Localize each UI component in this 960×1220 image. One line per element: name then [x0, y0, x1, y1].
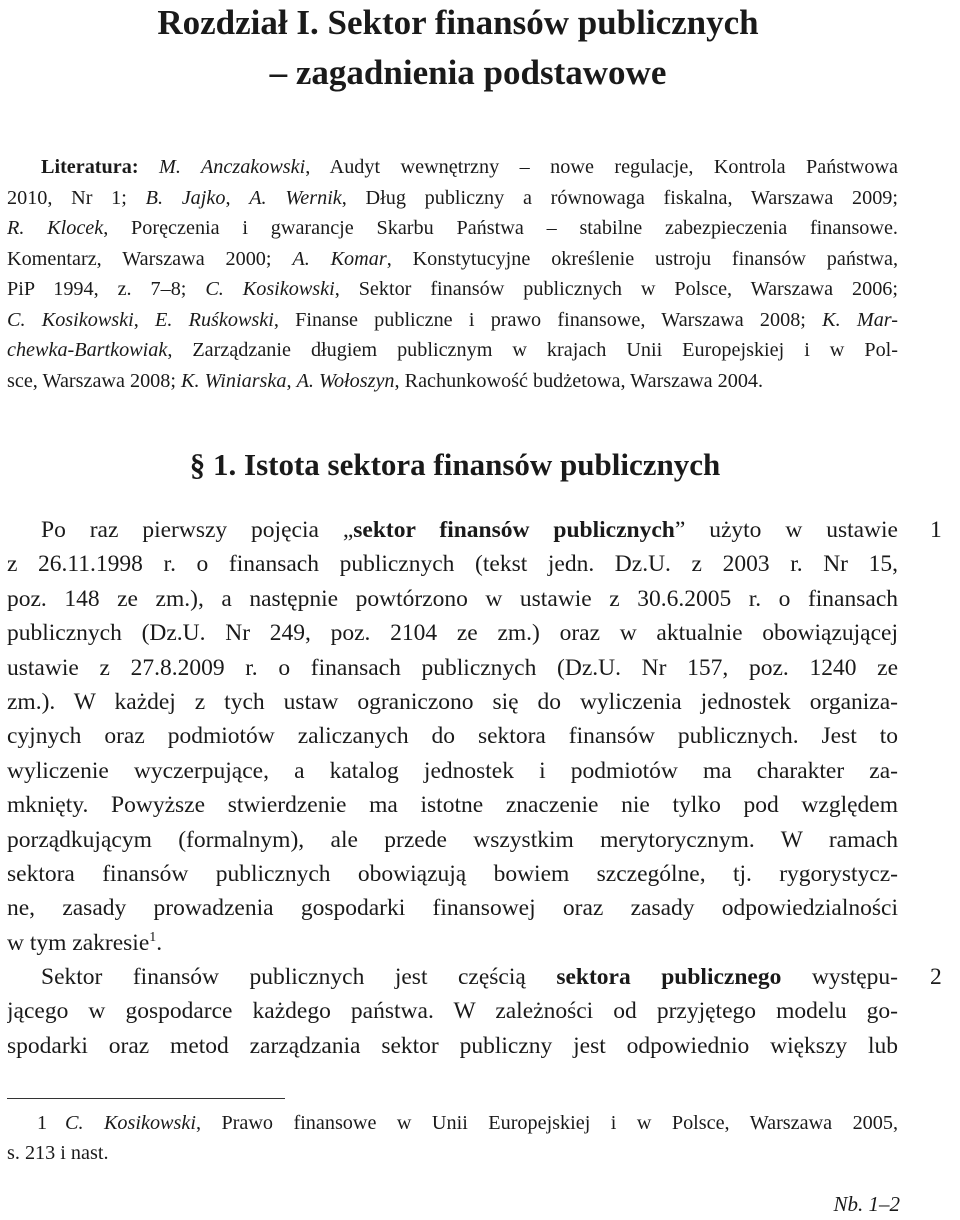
body-line: [7, 857, 898, 891]
margin-number: 1: [930, 517, 942, 543]
body-line: [7, 1029, 898, 1063]
text-run: A. Komar: [292, 247, 387, 270]
body-text: [7, 513, 898, 1063]
text-run: mknięty. Powyższe stwierdzenie ma istotne znaczenie nie tylko pod względem: [7, 792, 898, 819]
footnote-line: [7, 1138, 898, 1168]
chapter-title-line-2: – zagadnienia podstawowe: [269, 53, 667, 92]
text-run: K. Mar-: [822, 308, 898, 331]
text-run: sektor finansów publicznych: [353, 517, 675, 543]
text-run: C. Kosikowski: [65, 1112, 196, 1134]
literature-line: [7, 335, 898, 366]
text-run: , Prawo finansowe w Unii Europejskiej i w Polsce, Warszawa 2005,: [195, 1112, 898, 1134]
text-run: sektora finansów publicznych obowiązują bowiem szczególne, tj. rygorystycz-: [7, 860, 898, 887]
literature-line: [7, 213, 898, 244]
text-run: , Audyt wewnętrzny – nowe regulacje, Kontrola Państwowa: [305, 156, 898, 178]
text-run: ” użyto w ustawie: [674, 517, 898, 543]
body-line: [7, 719, 898, 753]
text-run: 2010, Nr 1;: [7, 186, 146, 209]
section-heading: [0, 445, 960, 485]
text-run: sektora publicznego: [556, 964, 782, 991]
text-run: A. Wołoszyn: [296, 369, 395, 392]
margin-number: 2: [930, 964, 942, 991]
text-run: , Finanse publiczne i prawo finansowe, Warszawa 2008;: [273, 308, 823, 331]
text-run: Komentarz, Warszawa 2000;: [7, 247, 293, 270]
literature-line: [7, 183, 898, 214]
text-run: C. Kosikowski: [7, 308, 134, 331]
text-run: K. Winiarska: [181, 369, 287, 392]
body-line: [7, 651, 898, 685]
body-line: [7, 891, 898, 925]
text-run: publicznych (Dz.U. Nr 249, poz. 2104 ze zm.) oraz w aktualnie obowiązującej: [7, 620, 898, 647]
text-run: B. Jajko: [145, 186, 226, 209]
text-run: z 26.11.1998 r. o finansach publicznych (tekst jedn. Dz.U. z 2003 r. Nr 15,: [7, 551, 898, 578]
text-run: wyliczenie wyczerpujące, a katalog jednostek i podmiotów ma charakter za-: [7, 757, 898, 784]
chapter-title-line-1: Rozdział I. Sektor finansów publicznych: [157, 3, 759, 42]
body-line: [7, 685, 898, 719]
text-run: C. Kosikowski: [205, 278, 335, 300]
text-run: chewka-Bartkowiak: [7, 339, 168, 361]
text-run: , Zarządzanie długiem publicznym w krajach Unii Europejskiej i w Pol-: [167, 339, 898, 361]
text-run: , Rachunkowość budżetowa, Warszawa 2004.: [394, 369, 764, 392]
text-run: porządkującym (formalnym), ale przede wszystkim merytorycznym. W ramach: [7, 826, 898, 853]
text-run: R. Klocek: [7, 217, 104, 239]
body-line: [7, 960, 898, 994]
text-run: E. Ruśkowski: [155, 308, 274, 331]
body-line: [7, 547, 898, 581]
literature-label: Literatura:: [41, 156, 139, 178]
text-run: występu-: [781, 964, 898, 991]
text-run: w tym zakresie: [7, 929, 150, 956]
text-run: , Poręczenia i gwarancje Skarbu Państwa – stabilne zabezpieczenia finansowe.: [103, 217, 898, 239]
body-line: [7, 788, 898, 822]
body-line: [7, 513, 898, 547]
text-run: Po raz pierwszy pojęcia „: [41, 517, 354, 543]
body-line: [7, 823, 898, 857]
text-run: PiP 1994, z. 7–8;: [7, 278, 206, 300]
footnote-line: [7, 1108, 898, 1138]
text-run: A. Wernik: [249, 186, 342, 209]
page-reference: Nb. 1–2: [833, 1192, 900, 1216]
body-line: [7, 616, 898, 650]
literature-line: [7, 305, 898, 336]
text-run: , Dług publiczny a równowaga fiskalna, Warszawa 2009;: [341, 186, 898, 209]
text-run: s. 213 i nast.: [7, 1142, 109, 1164]
footnote-ref: 1: [149, 929, 157, 945]
text-run: jącego w gospodarce każdego państwa. W zależności od przyjętego modelu go-: [7, 998, 898, 1025]
text-run: ne, zasady prowadzenia gospodarki finansowej oraz zasady odpowiedzialności: [7, 895, 898, 922]
text-run: , Sektor finansów publicznych w Polsce, Warszawa 2006;: [334, 278, 898, 300]
section-symbol: § 1.: [189, 447, 237, 482]
section-title: Istota sektora finansów publicznych: [244, 447, 721, 482]
text-run: ,: [225, 186, 250, 209]
literature-line: [7, 366, 898, 397]
literature-block: [7, 152, 898, 396]
footnote-number: 1: [37, 1112, 48, 1134]
body-line: [7, 994, 898, 1028]
text-run: ,: [133, 308, 155, 331]
literature-line: [7, 152, 898, 183]
literature-line: [7, 274, 898, 305]
footnotes: [7, 1108, 898, 1168]
literature-line: [7, 244, 898, 275]
text-run: M. Anczakowski: [159, 156, 306, 178]
footnote-rule: [7, 1098, 285, 1099]
text-run: poz. 148 ze zm.), a następnie powtórzono w ustawie z 30.6.2005 r. o finansach: [7, 585, 898, 612]
text-run: cyjnych oraz podmiotów zaliczanych do sektora finansów publicznych. Jest to: [7, 723, 898, 750]
text-run: spodarki oraz metod zarządzania sektor publiczny jest odpowiednio większy lub: [7, 1032, 898, 1059]
text-run: zm.). W każdej z tych ustaw ograniczono się do wyliczenia jednostek organiza-: [7, 688, 898, 715]
text-run: ustawie z 27.8.2009 r. o finansach publicznych (Dz.U. Nr 157, poz. 1240 ze: [7, 654, 898, 681]
text-run: , Konstytucyjne określenie ustroju finansów państwa,: [386, 247, 898, 270]
body-line: [7, 754, 898, 788]
text-run: ,: [286, 369, 297, 392]
text-run: Sektor finansów publicznych jest częścią: [41, 964, 557, 991]
body-line: [7, 926, 898, 960]
text-run: sce, Warszawa 2008;: [7, 369, 182, 392]
body-line: [7, 582, 898, 616]
text-run: .: [156, 929, 163, 956]
